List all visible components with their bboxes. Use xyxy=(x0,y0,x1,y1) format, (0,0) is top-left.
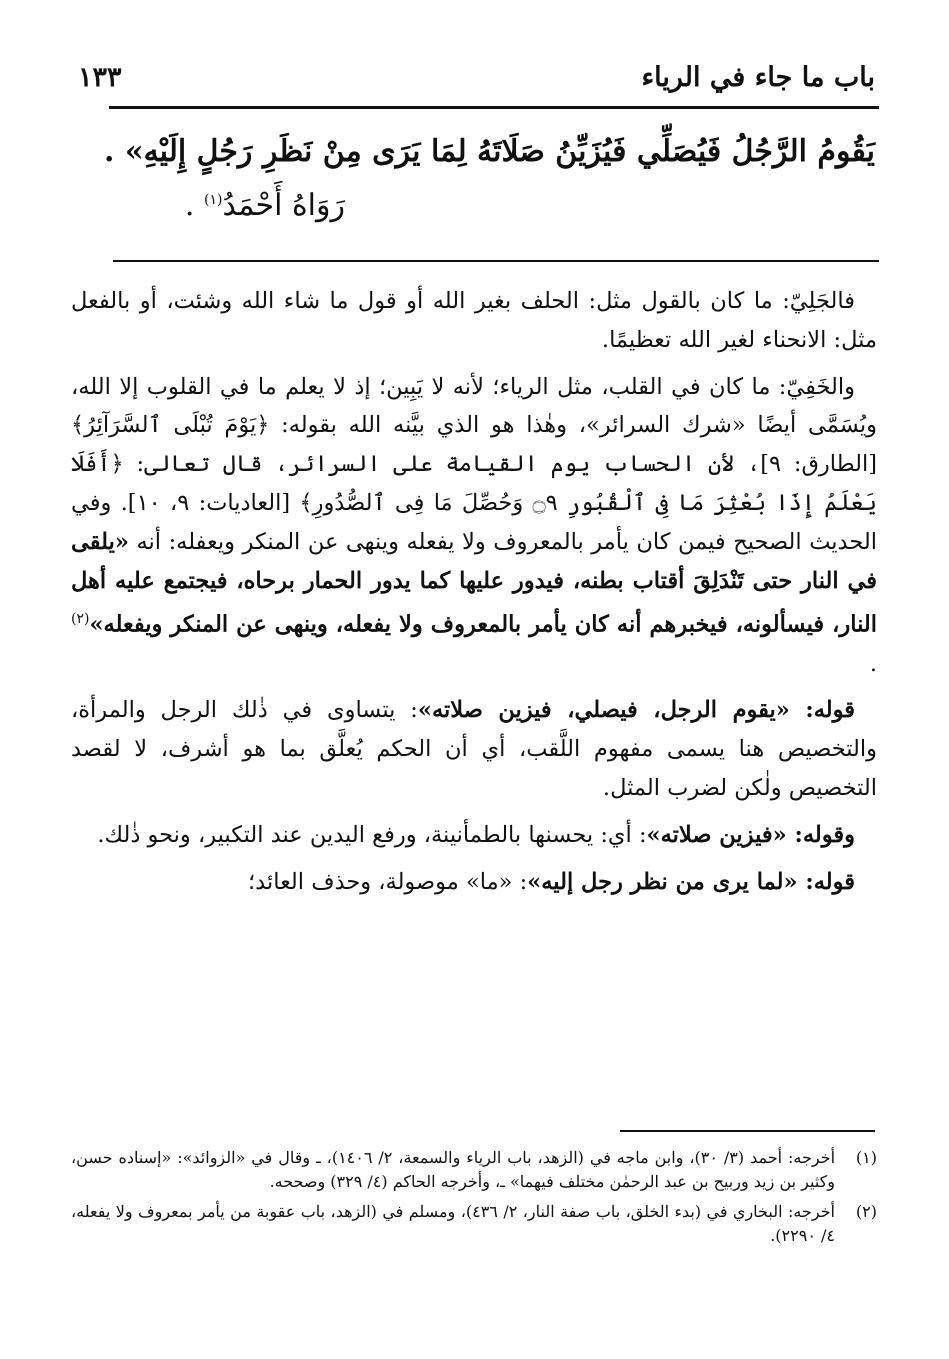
hadith-matn xyxy=(75,128,875,230)
footnote-number: (١) xyxy=(855,1148,877,1167)
hadith-text: يَقُومُ الرَّجُلُ فَيُصَلِّي فَيُزَيِّنُ صَلَاتَهُ لِمَا يَرَى مِنْ نَظَرِ رَجُلٍ إِلَيْهِ» . xyxy=(103,134,875,169)
running-title: باب ما جاء في الرياء xyxy=(641,62,875,93)
hadith-quote-bold: «يلقى في النار حتى تَنْدَلِقَ أقتاب بطنه، فيدور عليها كما يدور الحمار برحاه، فيجتمع عليه أهل النار، فيسألونه، فيخبرهم أنه كان يأمر بالمعروف ولا يفعله، وينهى عن المنكر ويفعله» xyxy=(71,528,877,638)
footnote-1 xyxy=(71,1146,877,1194)
qawluhu-3-text: : «ما» موصولة، وحذف العائد؛ xyxy=(248,868,528,895)
qawluhu-2-lemma: وقوله: «فيزين صلاته» xyxy=(646,821,855,848)
qawluhu-1-text: : يتساوى في ذٰلك الرجل والمرأة، والتخصيص هنا يسمى مفهوم اللَّقب، أي أن الحكم يُعلَّق بما هو أشرف، لا لقصد التخصيص ولٰكن لضرب المثل. xyxy=(71,697,877,802)
header-rule xyxy=(109,106,879,109)
qawluhu-2-text: : أي: يحسنها بالطمأنينة، ورفع اليدين عند التكبير، ونحو ذٰلك. xyxy=(97,821,647,848)
hadith-source-end: . xyxy=(184,188,204,223)
qawluhu-1-lemma: قوله: «يقوم الرجل، فيصلي، فيزين صلاته» xyxy=(417,697,855,724)
footnote-ref-2: (٢) xyxy=(71,611,90,628)
footnote-rule xyxy=(620,1130,875,1132)
paragraph-qawluhu-2 xyxy=(71,816,877,855)
page-number: ١٣٣ xyxy=(78,62,122,93)
hadith-source-text: رَوَاهُ أَحْمَدُ xyxy=(222,188,345,223)
footnote-ref-1: (١) xyxy=(203,192,223,208)
paragraph-qawluhu-1 xyxy=(71,691,877,807)
paragraph-khafi-end: . xyxy=(869,650,877,677)
commentary-body xyxy=(71,282,877,909)
matn-separator-rule xyxy=(113,260,879,262)
footnote-2 xyxy=(71,1200,877,1248)
paragraph-khafi xyxy=(71,368,877,684)
footnote-text: أخرجه: البخاري في (بدء الخلق، باب صفة النار، ٢/ ٤٣٦)، ومسلم في (الزهد، باب عقوبة من يأمر بمعروف ولا يفعله، ٤/ ٢٢٩٠). xyxy=(71,1202,835,1245)
paragraph-khafi-text: والخَفِيّ: ما كان في القلب، مثل الرياء؛ لأنه لا يَبِين؛ إذ لا يعلم ما في القلوب إلا الله، ويُسَمَّى أيضًا «شرك السرائر»، وهٰذا هو الذي بيَّنه الله بقوله: ﴿يَوْمَ تُبْلَى ٱلسَّرَآئِرُ﴾ [الطارق: ٩]، لأن الحساب يوم القيامة على السرائر، قال تعالى: ﴿أَفَلَا يَعْلَمُ إِذَا بُعْثِرَ مَا فِى ٱلْقُبُورِ ۝٩ وَحُصِّلَ مَا فِى ٱلصُّدُورِ﴾ [العاديات: ٩، ١٠]. وفي الحديث الصحيح فيمن كان يأمر بالمعروف ولا يفعله وينهى عن المنكر ويعفله: أنه xyxy=(71,373,877,555)
footnotes xyxy=(71,1146,877,1254)
footnote-number: (٢) xyxy=(855,1202,877,1221)
paragraph-qawluhu-3 xyxy=(71,863,877,902)
paragraph-jali: فالجَلِيّ: ما كان بالقول مثل: الحلف بغير الله أو قول ما شاء الله وشئت، أو بالفعل مثل: الانحناء لغير الله تعظيمًا. xyxy=(71,288,877,353)
footnote-text: أخرجه: أحمد (٣/ ٣٠)، وابن ماجه في (الزهد، باب الرياء والسمعة، ٢/ ١٤٠٦)، ـ وقال في «الزوائد»: «إسناده حسن، وكثير بن زيد وربيح بن عبد الرحمٰن مختلف فيهما» ـ، وأخرجه الحاكم (٤/ ٣٢٩) وصححه. xyxy=(71,1148,836,1191)
hadith-source xyxy=(75,176,875,230)
qawluhu-3-lemma: قوله: «لما يرى من نظر رجل إليه» xyxy=(527,868,855,895)
